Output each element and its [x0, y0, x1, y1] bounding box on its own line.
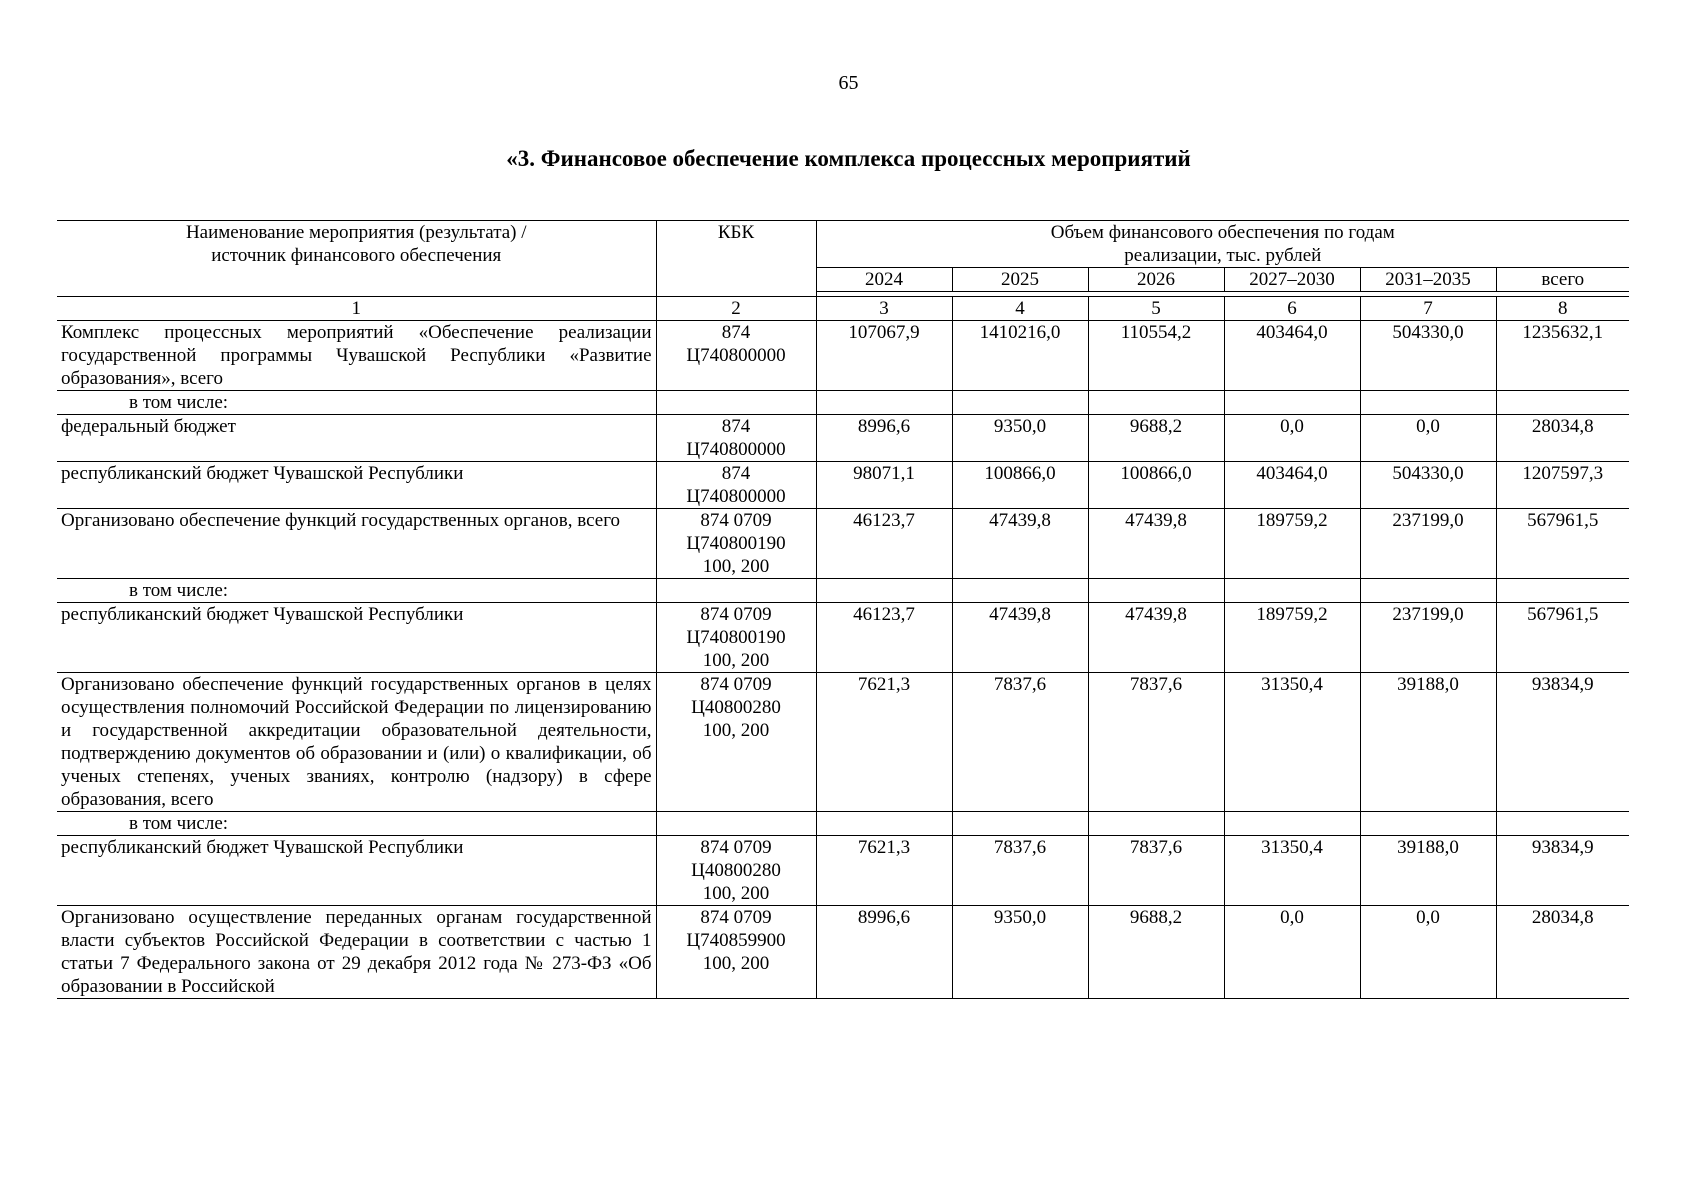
row-value [1496, 579, 1629, 603]
row-kbk: 874 0709 Ц740800190 100, 200 [656, 509, 816, 579]
row-value: 93834,9 [1496, 836, 1629, 906]
column-number: 7 [1360, 297, 1496, 321]
row-name: Организовано обеспечение функций государственных органов в целях осуществления полномочий Российской Федерации по лицензированию и государственной аккредитации образовательной деятельности, подтверждению документов об образовании и (или) о квалификации, об ученых степенях, ученых званиях, контролю (надзору) в сфере образования, всего [57, 673, 656, 812]
row-value: 1235632,1 [1496, 321, 1629, 391]
column-number: 6 [1224, 297, 1360, 321]
row-value: 8996,6 [816, 415, 952, 462]
column-number: 2 [656, 297, 816, 321]
header-year: 2027–2030 [1224, 268, 1360, 292]
row-name: Организовано осуществление переданных органам государственной власти субъектов Российской Федерации в соответствии с частью 1 статьи 7 Федерального закона от 29 декабря 2012 года № 273-ФЗ «Об образовании в Российской [57, 906, 656, 999]
row-value: 0,0 [1224, 906, 1360, 999]
header-year: 2024 [816, 268, 952, 292]
row-value: 31350,4 [1224, 673, 1360, 812]
row-value: 98071,1 [816, 462, 952, 509]
row-value: 9350,0 [952, 906, 1088, 999]
row-kbk: 874 Ц740800000 [656, 462, 816, 509]
row-kbk: 874 Ц740800000 [656, 415, 816, 462]
row-value: 93834,9 [1496, 673, 1629, 812]
header-volume: Объем финансового обеспечения по годам реализации, тыс. рублей [816, 221, 1629, 268]
row-value [1360, 391, 1496, 415]
row-value [1496, 812, 1629, 836]
table-row [57, 906, 1629, 999]
row-value: 46123,7 [816, 509, 952, 579]
row-value: 7837,6 [1088, 673, 1224, 812]
row-value: 39188,0 [1360, 673, 1496, 812]
row-value: 8996,6 [816, 906, 952, 999]
row-value: 9688,2 [1088, 906, 1224, 999]
row-value [1224, 812, 1360, 836]
row-name: федеральный бюджет [57, 415, 656, 462]
row-value: 189759,2 [1224, 603, 1360, 673]
row-value: 47439,8 [952, 603, 1088, 673]
row-value: 504330,0 [1360, 462, 1496, 509]
row-value [1088, 391, 1224, 415]
row-kbk: 874 0709 Ц740800190 100, 200 [656, 603, 816, 673]
row-value [816, 812, 952, 836]
row-value: 0,0 [1224, 415, 1360, 462]
row-kbk [656, 391, 816, 415]
row-value: 9350,0 [952, 415, 1088, 462]
row-value [1224, 391, 1360, 415]
header-kbk: КБК [656, 221, 816, 297]
subheading-label: в том числе: [57, 391, 656, 415]
row-value: 100866,0 [952, 462, 1088, 509]
table-row [57, 462, 1629, 509]
row-value: 0,0 [1360, 415, 1496, 462]
row-value [952, 579, 1088, 603]
table-row [57, 836, 1629, 906]
row-value: 7837,6 [952, 836, 1088, 906]
row-kbk: 874 0709 Ц740859900 100, 200 [656, 906, 816, 999]
row-value: 9688,2 [1088, 415, 1224, 462]
row-value [1088, 579, 1224, 603]
table-row [57, 673, 1629, 812]
row-value [1088, 812, 1224, 836]
row-value [952, 812, 1088, 836]
row-name: республиканский бюджет Чувашской Республики [57, 836, 656, 906]
row-value: 47439,8 [952, 509, 1088, 579]
row-name: республиканский бюджет Чувашской Республики [57, 603, 656, 673]
table-row [57, 321, 1629, 391]
subheading-label: в том числе: [57, 812, 656, 836]
column-number: 5 [1088, 297, 1224, 321]
row-kbk: 874 0709 Ц40800280 100, 200 [656, 673, 816, 812]
row-value: 46123,7 [816, 603, 952, 673]
column-number: 8 [1496, 297, 1629, 321]
subheading-row [57, 391, 1629, 415]
row-kbk: 874 Ц740800000 [656, 321, 816, 391]
row-value [1360, 579, 1496, 603]
row-value: 31350,4 [1224, 836, 1360, 906]
column-number: 4 [952, 297, 1088, 321]
row-value: 28034,8 [1496, 415, 1629, 462]
row-value [1496, 391, 1629, 415]
row-value: 237199,0 [1360, 603, 1496, 673]
row-value: 47439,8 [1088, 603, 1224, 673]
row-value: 403464,0 [1224, 462, 1360, 509]
row-value: 403464,0 [1224, 321, 1360, 391]
row-value: 100866,0 [1088, 462, 1224, 509]
row-value: 7837,6 [952, 673, 1088, 812]
financing-table [57, 220, 1629, 999]
section-title: «3. Финансовое обеспечение комплекса процессных мероприятий [506, 146, 1191, 171]
row-value [1360, 812, 1496, 836]
table-row [57, 509, 1629, 579]
row-value [816, 579, 952, 603]
row-value: 7621,3 [816, 836, 952, 906]
column-number: 3 [816, 297, 952, 321]
row-value: 567961,5 [1496, 603, 1629, 673]
table-row [57, 415, 1629, 462]
row-value: 107067,9 [816, 321, 952, 391]
row-value: 237199,0 [1360, 509, 1496, 579]
subheading-label: в том числе: [57, 579, 656, 603]
row-value: 0,0 [1360, 906, 1496, 999]
header-row [57, 221, 1629, 268]
row-value: 110554,2 [1088, 321, 1224, 391]
row-value: 504330,0 [1360, 321, 1496, 391]
row-value [952, 391, 1088, 415]
row-value: 7621,3 [816, 673, 952, 812]
header-year: 2026 [1088, 268, 1224, 292]
row-name: республиканский бюджет Чувашской Республики [57, 462, 656, 509]
row-value: 1410216,0 [952, 321, 1088, 391]
header-name: Наименование мероприятия (результата) / источник финансового обеспечения [57, 221, 656, 297]
row-value: 47439,8 [1088, 509, 1224, 579]
header-year: 2031–2035 [1360, 268, 1496, 292]
column-number-row [57, 297, 1629, 321]
table-row [57, 603, 1629, 673]
page-number: 65 [838, 72, 859, 94]
row-value: 567961,5 [1496, 509, 1629, 579]
row-name: Комплекс процессных мероприятий «Обеспечение реализации государственной программы Чувашской Республики «Развитие образования», всего [57, 321, 656, 391]
row-value: 28034,8 [1496, 906, 1629, 999]
row-value: 7837,6 [1088, 836, 1224, 906]
header-year: 2025 [952, 268, 1088, 292]
subheading-row [57, 579, 1629, 603]
row-name: Организовано обеспечение функций государственных органов, всего [57, 509, 656, 579]
row-value: 39188,0 [1360, 836, 1496, 906]
row-kbk [656, 812, 816, 836]
row-kbk [656, 579, 816, 603]
subheading-row [57, 812, 1629, 836]
header-year: всего [1496, 268, 1629, 292]
row-value [1224, 579, 1360, 603]
row-kbk: 874 0709 Ц40800280 100, 200 [656, 836, 816, 906]
row-value: 1207597,3 [1496, 462, 1629, 509]
column-number: 1 [57, 297, 656, 321]
row-value: 189759,2 [1224, 509, 1360, 579]
row-value [816, 391, 952, 415]
